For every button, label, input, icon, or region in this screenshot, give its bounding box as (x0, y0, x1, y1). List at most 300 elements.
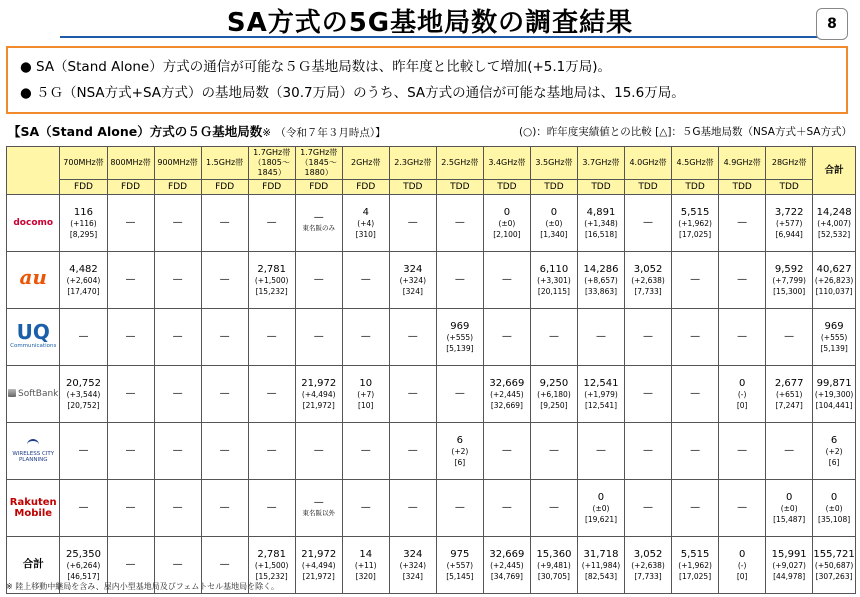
data-cell (577, 309, 624, 366)
total-5g-stations: [15,487] (773, 514, 806, 524)
yoy-change: (+1,962) (678, 560, 712, 570)
station-count: 9,592 (774, 263, 804, 275)
dash-mark: — (737, 445, 748, 456)
table-row (7, 195, 856, 252)
data-cell (60, 480, 107, 537)
station-count: 9,250 (539, 377, 569, 389)
sum-cell (530, 537, 577, 594)
yoy-change: (-) (737, 389, 747, 399)
dash-mark: — (737, 502, 748, 513)
bullet-icon: ● (20, 85, 32, 101)
data-cell (719, 309, 766, 366)
dash-mark: — (125, 331, 136, 342)
data-cell (672, 480, 719, 537)
dash-mark: — (690, 274, 701, 285)
data-cell (60, 195, 107, 252)
total-5g-stations: [30,705] (537, 571, 570, 581)
yoy-change: (+2,604) (66, 275, 101, 285)
base-station-table (6, 146, 856, 594)
data-cell (295, 366, 342, 423)
dash-mark: — (219, 217, 230, 228)
station-count: 25,350 (65, 548, 101, 560)
data-cell (154, 423, 201, 480)
duplex-header: TDD (672, 180, 719, 195)
data-cell (154, 195, 201, 252)
yoy-change: (+555) (446, 332, 474, 342)
dash-mark: — (172, 559, 183, 570)
data-cell (201, 423, 248, 480)
total-5g-stations: [310] (355, 229, 376, 239)
data-cell (530, 480, 577, 537)
band-header: 3.4GHz帯 (483, 147, 530, 180)
total-5g-stations: [33,863] (584, 286, 618, 296)
table-heading-main: 【SA（Stand Alone）方式の５Ｇ基地局数 (8, 124, 263, 139)
data-cell (248, 309, 295, 366)
footnote: ※ 陸上移動中継局を含み、屋内小型基地局及びフェムトセル基地局を除く。 (6, 582, 279, 591)
table-row (7, 366, 856, 423)
station-count: 21,972 (301, 377, 337, 389)
dash-mark: — (690, 331, 701, 342)
dash-mark: — (360, 502, 371, 513)
yoy-change: (+1,962) (678, 218, 712, 228)
total-5g-stations: [21,972] (302, 400, 335, 410)
dash-mark: — (172, 331, 183, 342)
data-cell (625, 366, 672, 423)
station-count: 31,718 (583, 548, 619, 560)
station-count: 10 (359, 377, 373, 389)
data-cell (625, 480, 672, 537)
band-header: 3.7GHz帯 (577, 147, 624, 180)
data-cell (483, 252, 530, 309)
yoy-change: (+4,494) (301, 389, 336, 399)
yoy-change: (+11) (354, 560, 377, 570)
duplex-header: TDD (483, 180, 530, 195)
yoy-change: (+9,027) (772, 560, 806, 570)
data-cell (60, 423, 107, 480)
station-count: 4,482 (69, 263, 98, 275)
total-5g-stations: [0] (736, 571, 748, 581)
yoy-change: (±0) (498, 218, 516, 228)
data-cell (201, 309, 248, 366)
row-total-cell (813, 480, 856, 537)
data-cell (389, 480, 436, 537)
data-cell (530, 423, 577, 480)
data-cell (672, 252, 719, 309)
band-header: 900MHz帯 (154, 147, 201, 180)
dash-mark: — (172, 274, 183, 285)
dash-mark: — (548, 445, 559, 456)
table-row (7, 423, 856, 480)
yoy-change: (+1,979) (584, 389, 618, 399)
dash-mark: — (454, 274, 465, 285)
station-count: 0 (738, 377, 746, 389)
data-cell (389, 252, 436, 309)
yoy-change: (+6,264) (66, 560, 101, 570)
row-total-cell (813, 366, 856, 423)
sum-cell (672, 537, 719, 594)
dash-mark: — (407, 217, 418, 228)
data-cell (436, 252, 483, 309)
row-total-cell (813, 309, 856, 366)
total-5g-stations: [7,247] (775, 400, 803, 410)
yoy-change: (+7,799) (772, 275, 806, 285)
cell-note: 東名阪以外 (302, 509, 335, 517)
yoy-change: (+2,638) (631, 560, 665, 570)
data-cell (483, 366, 530, 423)
dash-mark: — (737, 331, 748, 342)
data-cell (154, 480, 201, 537)
dash-mark: — (172, 388, 183, 399)
total-5g-stations: [324] (402, 571, 423, 581)
docomo-logo: docomo (13, 217, 54, 228)
data-cell (107, 195, 154, 252)
dash-mark: — (643, 331, 654, 342)
duplex-header: TDD (577, 180, 624, 195)
row-total-cell (813, 252, 856, 309)
dash-mark: — (313, 331, 324, 342)
data-cell (436, 309, 483, 366)
dash-mark: — (454, 388, 465, 399)
summary-text-1: SA（Stand Alone）方式の通信が可能な５Ｇ基地局数は、昨年度と比較して増加(+5.1万局)。 (36, 59, 612, 75)
data-cell (295, 252, 342, 309)
data-cell (295, 195, 342, 252)
total-5g-stations: [20,115] (537, 286, 570, 296)
station-count: 14,248 (816, 206, 852, 218)
uq-logo (7, 319, 59, 352)
yoy-change: (+557) (446, 560, 474, 570)
dash-mark: — (690, 388, 701, 399)
softbank-logo (7, 389, 59, 400)
data-cell (719, 423, 766, 480)
dash-mark: — (407, 388, 418, 399)
dash-mark: — (266, 502, 277, 513)
duplex-header: FDD (107, 180, 154, 195)
operator-cell (7, 423, 60, 480)
yoy-change: (±0) (545, 218, 563, 228)
yoy-change: (+324) (399, 560, 427, 570)
yoy-change: (+8,657) (584, 275, 618, 285)
dash-mark: — (501, 502, 512, 513)
data-cell (60, 252, 107, 309)
row-total-cell (813, 423, 856, 480)
station-count: 3,722 (774, 206, 804, 218)
duplex-header: FDD (201, 180, 248, 195)
total-5g-stations: [32,669] (490, 400, 523, 410)
data-cell (295, 423, 342, 480)
dash-mark: — (219, 559, 230, 570)
yoy-change: (+116) (70, 218, 97, 228)
station-count: 0 (738, 548, 746, 560)
duplex-header-row (7, 180, 856, 195)
summary-box (6, 46, 848, 114)
station-count: 32,669 (489, 377, 525, 389)
yoy-change: (+1,500) (254, 560, 289, 570)
dash-mark: — (313, 497, 324, 508)
table-row (7, 309, 856, 366)
total-5g-stations: [2,100] (493, 229, 521, 239)
rakuten-logo (7, 497, 59, 519)
data-cell (577, 366, 624, 423)
band-header-row (7, 147, 856, 180)
data-cell (483, 480, 530, 537)
operator-cell (7, 480, 60, 537)
data-cell (766, 480, 813, 537)
total-5g-stations: [20,752] (67, 400, 100, 410)
total-5g-stations: [15,300] (773, 286, 806, 296)
dash-mark: — (172, 502, 183, 513)
wcp-logo (7, 439, 59, 463)
data-cell (483, 423, 530, 480)
summary-line-2 (20, 80, 834, 106)
data-cell (107, 423, 154, 480)
dash-mark: — (266, 388, 277, 399)
dash-mark: — (548, 502, 559, 513)
dash-mark: — (219, 331, 230, 342)
dash-mark: — (690, 445, 701, 456)
total-5g-stations: [6] (828, 457, 840, 467)
table-row (7, 480, 856, 537)
duplex-header: TDD (436, 180, 483, 195)
station-count: 4,891 (586, 206, 616, 218)
total-5g-stations: [21,972] (302, 571, 335, 581)
band-header: 2.3GHz帯 (389, 147, 436, 180)
duplex-header: TDD (719, 180, 766, 195)
operator-cell (7, 195, 60, 252)
station-count: 969 (824, 320, 844, 332)
data-cell (107, 252, 154, 309)
yoy-change: (+7) (357, 389, 375, 399)
dash-mark: — (125, 559, 136, 570)
yoy-change: (±0) (780, 503, 798, 513)
yoy-change: (+4) (357, 218, 375, 228)
data-cell (672, 309, 719, 366)
data-cell (530, 252, 577, 309)
duplex-header: TDD (766, 180, 813, 195)
station-count: 324 (403, 548, 423, 560)
data-cell (107, 309, 154, 366)
total-5g-stations: [6] (454, 457, 466, 467)
data-cell (154, 252, 201, 309)
yoy-change: (+26,823) (814, 275, 854, 285)
data-cell (248, 480, 295, 537)
dash-mark: — (454, 217, 465, 228)
table-heading-date: （令和７年３月時点）】 (275, 127, 386, 139)
station-count: 3,052 (633, 263, 663, 275)
total-5g-stations: [110,037] (815, 286, 853, 296)
total-5g-stations: [7,733] (634, 286, 662, 296)
yoy-change: (±0) (825, 503, 843, 513)
dash-mark: — (219, 445, 230, 456)
station-count: 12,541 (583, 377, 619, 389)
band-header: 1.7GHz帯（1845～1880） (295, 147, 342, 180)
yoy-change: (+2) (825, 446, 843, 456)
dash-mark: — (172, 445, 183, 456)
total-5g-stations: [82,543] (584, 571, 618, 581)
yoy-change: (+6,180) (537, 389, 571, 399)
data-cell (248, 366, 295, 423)
table-heading-mark: ※ (262, 127, 272, 139)
sum-cell (625, 537, 672, 594)
station-count: 21,972 (301, 548, 337, 560)
data-cell (248, 423, 295, 480)
total-5g-stations: [34,769] (490, 571, 523, 581)
data-cell (766, 252, 813, 309)
total-5g-stations: [5,139] (446, 343, 474, 353)
operator-cell (7, 309, 60, 366)
total-5g-stations: [10] (358, 400, 374, 410)
band-header: 28GHz帯 (766, 147, 813, 180)
yoy-change: (+3,544) (66, 389, 101, 399)
sum-cell (577, 537, 624, 594)
station-count: 155,721 (813, 548, 855, 560)
total-5g-stations: [17,025] (679, 571, 712, 581)
yoy-change: (+324) (399, 275, 427, 285)
cell-note: 東名阪のみ (302, 224, 335, 232)
data-cell (389, 309, 436, 366)
data-cell (625, 195, 672, 252)
data-cell (672, 195, 719, 252)
dash-mark: — (125, 502, 136, 513)
dash-mark: — (78, 502, 89, 513)
data-cell (766, 423, 813, 480)
data-cell (672, 423, 719, 480)
data-cell (342, 366, 389, 423)
station-count: 99,871 (816, 377, 852, 389)
page-number: 8 (816, 8, 848, 40)
yoy-change: (+9,481) (537, 560, 571, 570)
yoy-change: (+2,445) (490, 560, 524, 570)
data-cell (107, 480, 154, 537)
station-count: 6 (830, 434, 838, 446)
yoy-change: (+555) (820, 332, 848, 342)
dash-mark: — (407, 445, 418, 456)
yoy-change: (±0) (592, 503, 610, 513)
station-count: 0 (830, 491, 838, 503)
data-cell (342, 252, 389, 309)
data-cell (60, 366, 107, 423)
yoy-change: (+2) (451, 446, 469, 456)
dash-mark: — (266, 331, 277, 342)
band-header: 800MHz帯 (107, 147, 154, 180)
station-count: 0 (503, 206, 511, 218)
station-count: 5,515 (680, 206, 710, 218)
dash-mark: — (454, 502, 465, 513)
station-count: 40,627 (816, 263, 852, 275)
total-5g-stations: [15,232] (255, 571, 288, 581)
band-header: 4.0GHz帯 (625, 147, 672, 180)
total-5g-stations: [307,263] (815, 571, 853, 581)
total-5g-stations: [17,470] (67, 286, 100, 296)
operator-cell (7, 252, 60, 309)
yoy-change: (+11,984) (581, 560, 621, 570)
duplex-header: FDD (60, 180, 107, 195)
dash-mark: — (360, 331, 371, 342)
yoy-change: (+2,445) (490, 389, 524, 399)
total-5g-stations: [324] (402, 286, 423, 296)
data-cell (342, 480, 389, 537)
band-header: 2GHz帯 (342, 147, 389, 180)
station-count: 6 (456, 434, 464, 446)
total-5g-stations: [104,441] (815, 400, 853, 410)
yoy-change: (+651) (775, 389, 803, 399)
data-cell (625, 309, 672, 366)
dash-mark: — (219, 388, 230, 399)
dash-mark: — (219, 502, 230, 513)
data-cell (577, 252, 624, 309)
data-cell (719, 480, 766, 537)
dash-mark: — (595, 331, 606, 342)
total-5g-stations: [0] (736, 400, 748, 410)
data-cell (766, 366, 813, 423)
station-count: 15,360 (536, 548, 572, 560)
table-heading (8, 122, 386, 140)
station-count: 116 (73, 206, 94, 218)
summary-text-2: ５Ｇ（NSA方式+SA方式）の基地局数（30.7万局）のうち、SA方式の通信が可能な基地局は、15.6万局。 (36, 85, 685, 101)
data-cell (530, 195, 577, 252)
total-5g-stations: [8,295] (69, 229, 98, 239)
dash-mark: — (784, 331, 795, 342)
station-count: 0 (785, 491, 793, 503)
total-5g-stations: [6,944] (775, 229, 803, 239)
band-header: 3.5GHz帯 (530, 147, 577, 180)
data-cell (389, 366, 436, 423)
dash-mark: — (501, 445, 512, 456)
dash-mark: — (501, 274, 512, 285)
wcp-logo-text: WIRELESS CITY PLANNING (12, 451, 55, 463)
sum-label: 合計 (22, 558, 44, 570)
station-count: 3,052 (633, 548, 663, 560)
row-total-cell (813, 195, 856, 252)
data-cell (436, 423, 483, 480)
data-cell (248, 252, 295, 309)
dash-mark: — (219, 274, 230, 285)
dash-mark: — (313, 274, 324, 285)
total-5g-stations: [1,340] (540, 229, 568, 239)
duplex-header: FDD (342, 180, 389, 195)
band-header: 4.9GHz帯 (719, 147, 766, 180)
station-count: 5,515 (680, 548, 710, 560)
station-count: 14,286 (583, 263, 619, 275)
yoy-change: (+1,348) (584, 218, 618, 228)
station-count: 0 (550, 206, 558, 218)
sum-cell (719, 537, 766, 594)
data-cell (766, 309, 813, 366)
band-header: 1.7GHz帯（1805～1845） (248, 147, 295, 180)
data-cell (295, 480, 342, 537)
data-cell (295, 309, 342, 366)
sum-cell (342, 537, 389, 594)
total-5g-stations: [46,517] (67, 571, 100, 581)
dash-mark: — (737, 274, 748, 285)
total-5g-stations: [12,541] (584, 400, 618, 410)
dash-mark: — (125, 445, 136, 456)
data-cell (60, 309, 107, 366)
title-underline (60, 36, 820, 38)
data-cell (201, 195, 248, 252)
data-cell (625, 423, 672, 480)
station-count: 975 (450, 548, 470, 560)
uq-logo-mark: UQ (16, 319, 50, 344)
dash-mark: — (643, 502, 654, 513)
dash-mark: — (407, 331, 418, 342)
station-count: 20,752 (65, 377, 101, 389)
data-cell (766, 195, 813, 252)
data-cell (719, 195, 766, 252)
data-cell (577, 195, 624, 252)
total-5g-stations: [16,518] (584, 229, 618, 239)
dash-mark: — (125, 217, 136, 228)
yoy-change: (+50,687) (814, 560, 854, 570)
